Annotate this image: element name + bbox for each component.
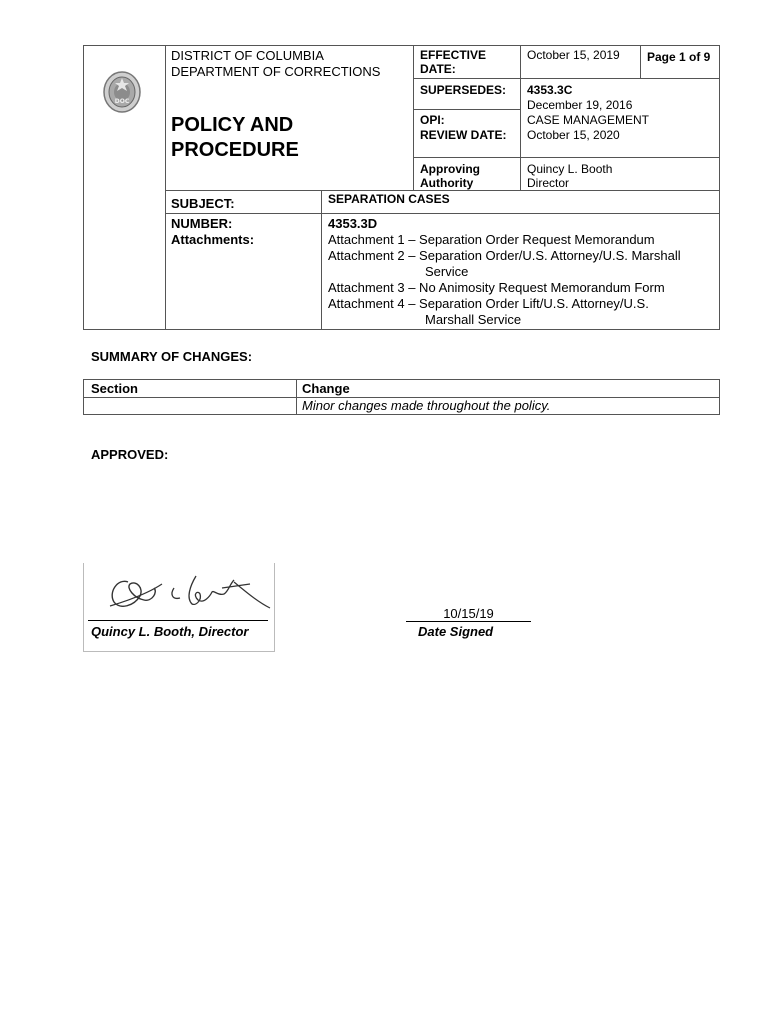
attachment-item: Attachment 2 – Separation Order/U.S. Attorney/U.S. Marshall [328, 248, 681, 263]
changes-header-section: Section [91, 381, 138, 396]
attachment-item: Attachment 3 – No Animosity Request Memorandum Form [328, 280, 665, 295]
changes-header-change: Change [302, 381, 350, 396]
review-date-label: REVIEW DATE: [420, 128, 507, 142]
supersedes-label: SUPERSEDES: [420, 83, 507, 97]
approving-authority-value: Quincy L. Booth Director [527, 162, 613, 190]
divider [413, 109, 520, 110]
subject-label: SUBJECT: [171, 196, 235, 211]
supersedes-value: 4353.3C December 19, 2016 CASE MANAGEMENT October 15, 2020 [527, 83, 650, 142]
signature-line [88, 620, 268, 621]
divider [413, 157, 720, 158]
effective-date-label: EFFECTIVE DATE: [420, 48, 487, 76]
approving-authority-label: Approving Authority [420, 162, 480, 190]
attachment-item: Attachment 1 – Separation Order Request Memorandum [328, 232, 655, 247]
subject-value: SEPARATION CASES [328, 192, 450, 206]
changes-row-change: Minor changes made throughout the policy. [302, 398, 551, 413]
signer-name: Quincy L. Booth, Director [91, 624, 249, 639]
number-label: NUMBER: [171, 216, 233, 231]
date-signed-label: Date Signed [418, 624, 494, 639]
opi-value: CASE MANAGEMENT [527, 113, 650, 127]
summary-heading: SUMMARY OF CHANGES: [91, 349, 253, 364]
opi-label: OPI: REVIEW DATE: [420, 113, 507, 142]
svg-text:DOC: DOC [114, 98, 130, 105]
divider [165, 190, 720, 191]
date-signed-value: 10/15/19 [443, 606, 494, 621]
date-line [406, 621, 531, 622]
approved-heading: APPROVED: [91, 447, 169, 462]
agency-seal-icon [102, 70, 142, 114]
effective-date-value: October 15, 2019 [527, 48, 620, 62]
page-indicator: Page 1 of 9 [647, 50, 711, 64]
attachments-label: Attachments: [171, 232, 255, 247]
document-type: POLICY AND PROCEDURE [171, 114, 299, 161]
attachment-item: Attachment 4 – Separation Order Lift/U.S. Attorney/U.S. [328, 296, 649, 311]
divider [165, 45, 166, 330]
review-date-value: October 15, 2020 [527, 128, 620, 142]
divider [413, 45, 414, 190]
divider [640, 45, 641, 78]
attachments-list: Attachment 1 – Separation Order Request Memorandum Attachment 2 – Separation Order/U.S. Attorney/U.S. Marshall Service Attachment 3 – No Animosity Request Memorandum Form Attachment 4 – Separation Order Lift/U.S. Attorney/U.S. Marshall Service [328, 232, 681, 327]
divider [413, 78, 720, 79]
divider [321, 190, 322, 330]
handwritten-signature [100, 562, 280, 620]
divider [520, 45, 521, 190]
number-value: 4353.3D [328, 216, 378, 231]
agency-name: DISTRICT OF COLUMBIA DEPARTMENT OF CORRECTIONS [171, 48, 381, 79]
divider [165, 213, 720, 214]
